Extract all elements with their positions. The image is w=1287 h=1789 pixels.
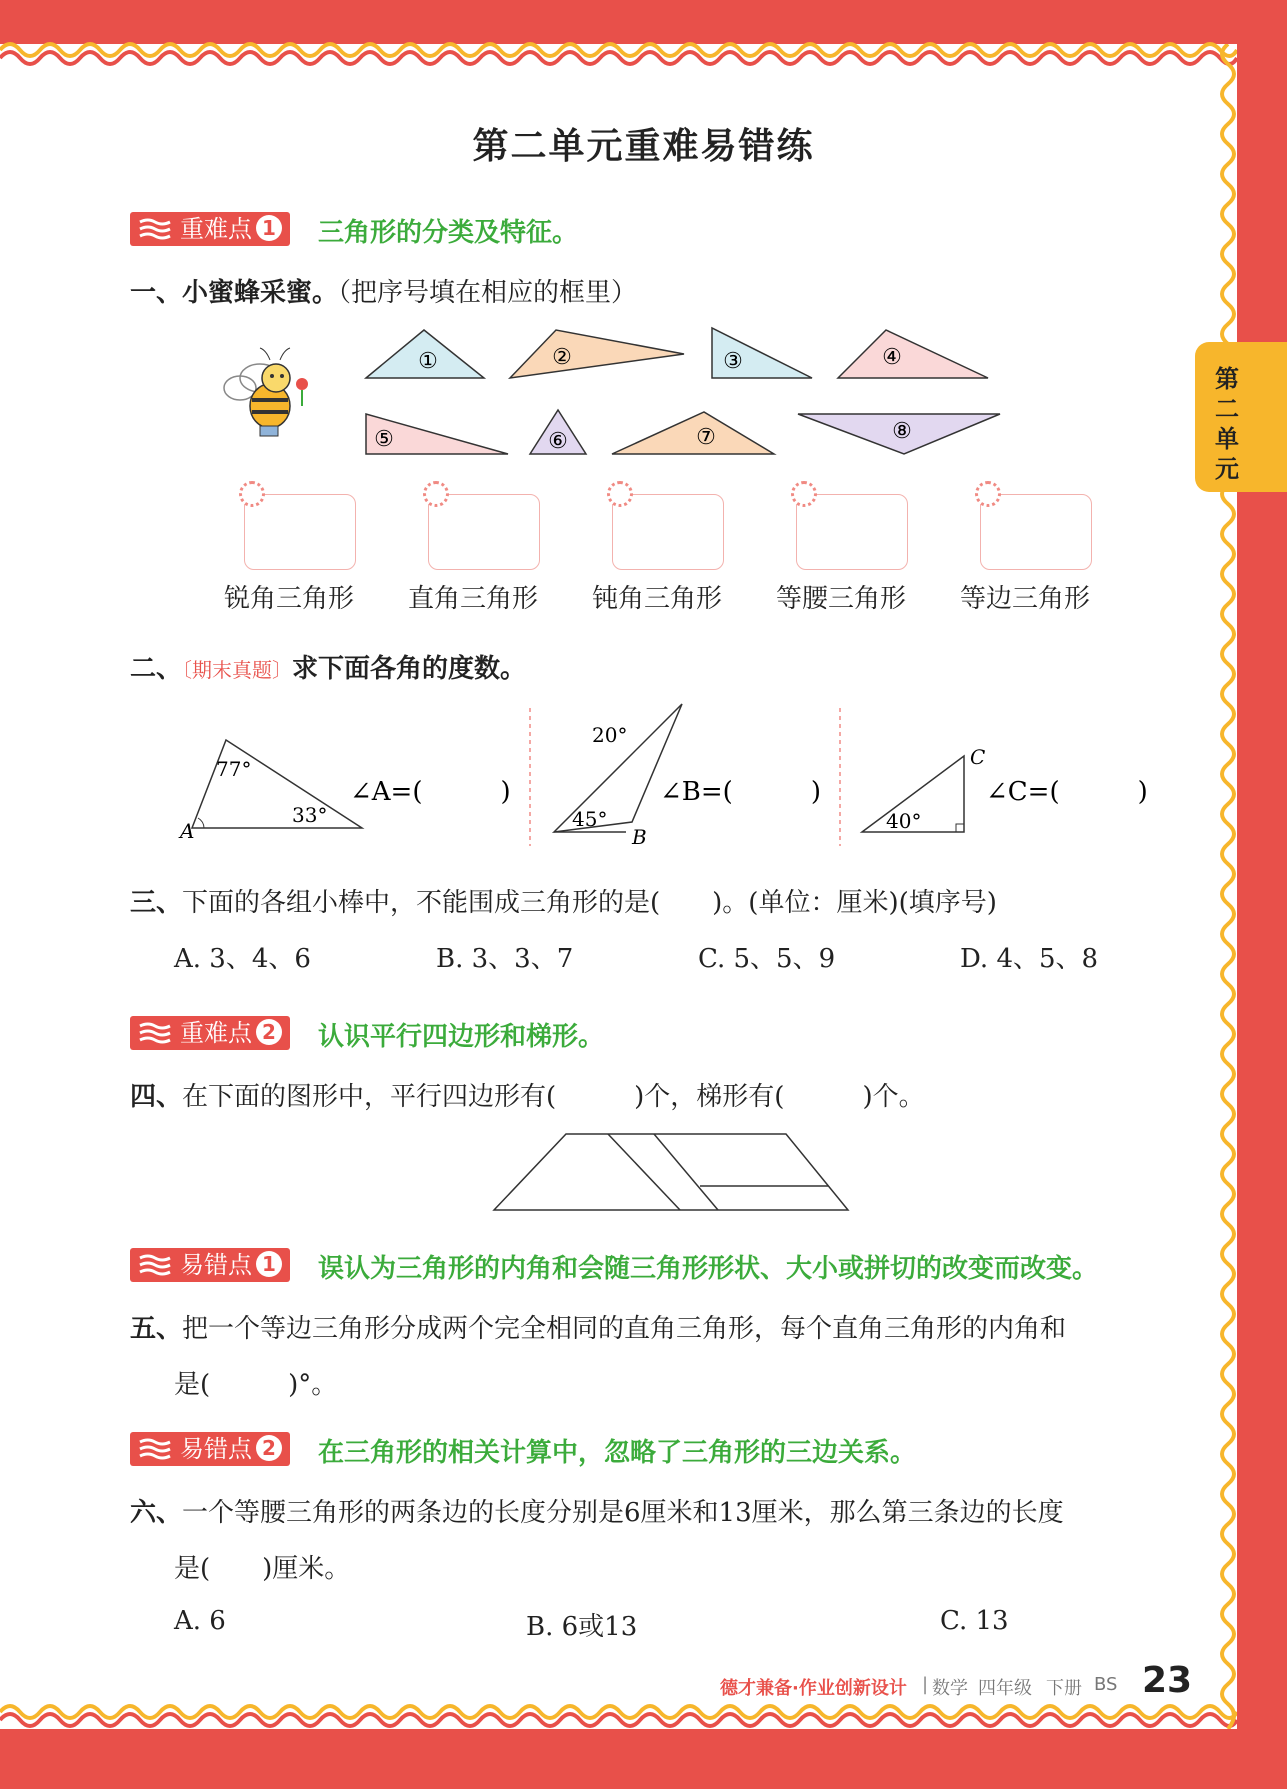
- parallelogram-trapezoid-figure: [490, 1130, 860, 1214]
- answer-box-acute[interactable]: [244, 494, 356, 570]
- q4-number: 四、: [130, 1082, 183, 1112]
- q5-number: 五、: [130, 1314, 183, 1344]
- page-title: 第二单元重难易错练: [472, 126, 815, 167]
- triangle-8-label: ⑧: [892, 419, 912, 444]
- triangle-5-label: ⑤: [374, 427, 394, 452]
- triangle-2-label: ②: [552, 345, 572, 370]
- q5-text-line2: 是( )°。: [174, 1370, 338, 1400]
- answer-box-equilateral[interactable]: [980, 494, 1092, 570]
- fig2-angle2: 45°: [572, 807, 608, 831]
- triangle-6-label: ⑥: [548, 429, 568, 454]
- q2-tag: 〔期末真题〕: [182, 658, 293, 682]
- footer-subject: 数学: [932, 1678, 968, 1699]
- q1-number: 一、: [130, 278, 183, 308]
- footer-grade: 四年级: [978, 1678, 1032, 1699]
- bottom-wave-border: [0, 1700, 1237, 1740]
- section2-badge-text: 重难点: [180, 1019, 252, 1047]
- footer-term: 下册: [1046, 1678, 1082, 1699]
- q6-option-a: A. 6: [174, 1606, 226, 1636]
- q3-number: 三、: [130, 888, 183, 918]
- triangle-2: [510, 330, 684, 378]
- fig3-answer: ∠C=( ): [986, 777, 1148, 807]
- answer-box-obtuse[interactable]: [612, 494, 724, 570]
- q3-option-c: C. 5、5、9: [698, 944, 836, 974]
- q4-heading: [130, 1076, 925, 1113]
- flower-ring-icon: [423, 481, 449, 507]
- q4-text: 在下面的图形中，平行四边形有( )个，梯形有( )个。: [182, 1082, 925, 1112]
- section2-badge: [130, 1016, 290, 1050]
- q6-text-line2: 是( )厘米。: [174, 1554, 351, 1584]
- angles-figure: [160, 700, 1150, 850]
- section1-badge-num: 1: [256, 215, 282, 241]
- section1-badge: [130, 212, 290, 246]
- category-label: 等边三角形: [960, 584, 1091, 614]
- footer-brand: 德才兼备·作业创新设计: [720, 1678, 907, 1699]
- flower-ring-icon: [975, 481, 1001, 507]
- section1-topic: 三角形的分类及特征。: [318, 218, 579, 248]
- q5-text-line1: 把一个等边三角形分成两个完全相同的直角三角形，每个直角三角形的内角和: [182, 1314, 1067, 1344]
- fig2-angle1: 20°: [592, 723, 628, 747]
- wave-lines-icon: [138, 1438, 172, 1460]
- footer-divider: |: [922, 1674, 929, 1695]
- q1-text: 小蜜蜂采蜜。: [182, 278, 339, 308]
- fig1-angle1: 77°: [216, 757, 252, 781]
- wave-lines-icon: [138, 218, 172, 240]
- fig2-answer: ∠B=( ): [660, 777, 821, 807]
- q3-text: 下面的各组小棒中，不能围成三角形的是( )。(单位：厘米)(填序号): [182, 888, 997, 918]
- section3-badge-num: 1: [256, 1251, 282, 1277]
- q6-number: 六、: [130, 1498, 183, 1528]
- right-wave-border: [1208, 44, 1248, 1729]
- q2-heading: [130, 648, 526, 685]
- section4-badge: [130, 1432, 290, 1466]
- q2-number: 二、: [130, 654, 183, 684]
- unit-side-tab: [1195, 342, 1287, 492]
- triangles-figure: [360, 324, 1010, 464]
- wave-lines-icon: [138, 1022, 172, 1044]
- q6-text-line1: 一个等腰三角形的两条边的长度分别是6厘米和13厘米，那么第三条边的长度: [182, 1498, 1064, 1528]
- q3-option-d: D. 4、5、8: [960, 944, 1099, 974]
- flower-ring-icon: [239, 481, 265, 507]
- q6-line1: [130, 1492, 1064, 1529]
- fig1-vertex: A: [180, 819, 195, 843]
- q3-option-a: A. 3、4、6: [174, 944, 311, 974]
- q3-option-b: B. 3、3、7: [436, 944, 574, 974]
- fig2-vertex: B: [632, 825, 647, 849]
- q6-option-c: C. 13: [940, 1606, 1009, 1636]
- footer-edition: BS: [1094, 1674, 1118, 1695]
- triangle-4: [838, 330, 988, 378]
- fig3-angle1: 40°: [886, 809, 922, 833]
- section4-badge-num: 2: [256, 1435, 282, 1461]
- section3-badge-text: 易错点: [180, 1251, 252, 1279]
- fig1-angle2: 33°: [292, 803, 328, 827]
- top-wave-border: [0, 30, 1237, 70]
- category-label: 钝角三角形: [592, 584, 723, 614]
- triangle-3-label: ③: [723, 349, 743, 374]
- q2-text: 求下面各角的度数。: [292, 654, 527, 684]
- fig3-vertex: C: [970, 745, 986, 769]
- flower-ring-icon: [607, 481, 633, 507]
- bee-illustration-icon: [220, 344, 320, 444]
- page-number: 23: [1142, 1660, 1193, 1701]
- q5-line1: [130, 1308, 1066, 1345]
- triangle-4-label: ④: [882, 345, 902, 370]
- answer-box-isosceles[interactable]: [796, 494, 908, 570]
- section3-topic: 误认为三角形的内角和会随三角形形状、大小或拼切的改变而改变。: [318, 1254, 1099, 1284]
- triangle-7-label: ⑦: [696, 425, 716, 450]
- unit-side-tab-label: 第二单元: [1215, 365, 1239, 483]
- fig1-answer: ∠A=( ): [350, 777, 511, 807]
- flower-ring-icon: [791, 481, 817, 507]
- section4-badge-text: 易错点: [180, 1435, 252, 1463]
- answer-box-right[interactable]: [428, 494, 540, 570]
- category-label: 等腰三角形: [776, 584, 907, 614]
- section2-badge-num: 2: [256, 1019, 282, 1045]
- section3-badge: [130, 1248, 290, 1282]
- category-label: 锐角三角形: [224, 584, 355, 614]
- section2-topic: 认识平行四边形和梯形。: [318, 1022, 605, 1052]
- q3-heading: [130, 882, 997, 919]
- section4-topic: 在三角形的相关计算中，忽略了三角形的三边关系。: [318, 1438, 917, 1468]
- triangle-1-label: ①: [418, 349, 438, 374]
- wave-lines-icon: [138, 1254, 172, 1276]
- section1-badge-text: 重难点: [180, 215, 252, 243]
- q1-heading: [130, 272, 637, 309]
- triangle-7: [612, 412, 774, 454]
- q6-option-b: B. 6或13: [526, 1612, 638, 1642]
- q1-hint: （把序号填在相应的框里）: [338, 278, 638, 308]
- category-label: 直角三角形: [408, 584, 539, 614]
